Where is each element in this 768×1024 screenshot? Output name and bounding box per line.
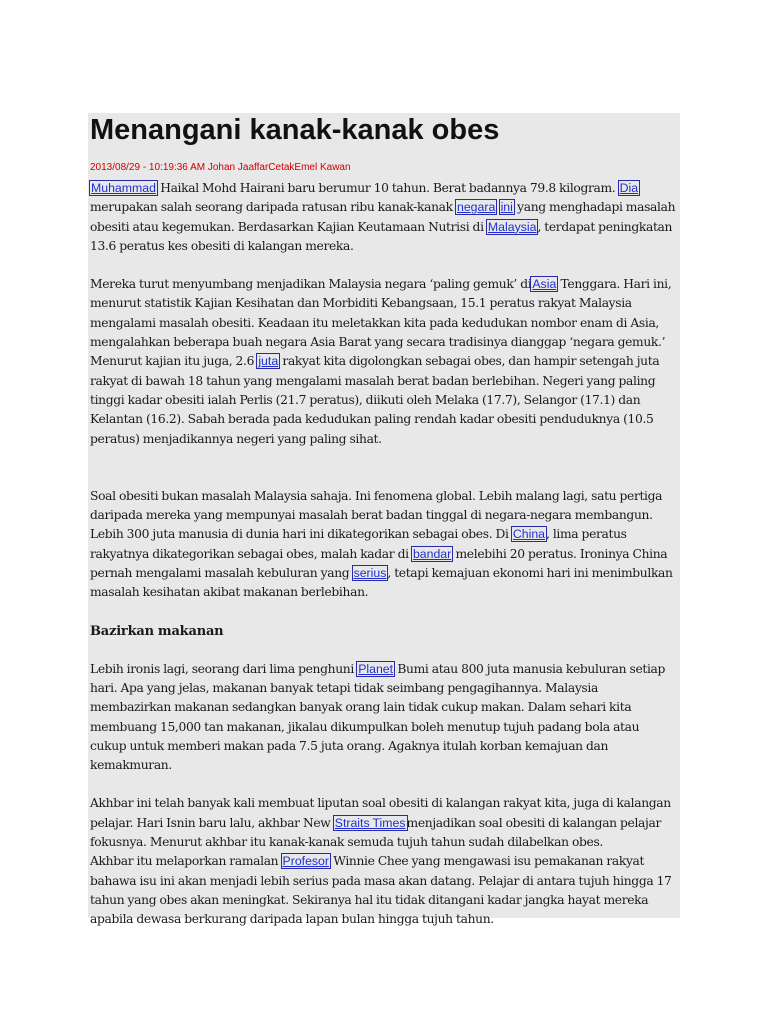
paragraph-2: [90, 275, 676, 449]
keyword-link-muhammad[interactable]: Muhammad: [91, 181, 156, 195]
keyword-link-china[interactable]: China: [512, 527, 546, 542]
keyword-link-juta[interactable]: juta: [258, 354, 279, 369]
keyword-link-serius[interactable]: serius: [353, 566, 387, 581]
article-meta[interactable]: 2013/08/29 - 10:19:36 AM Johan JaaffarCetakEmel Kawan: [90, 162, 351, 173]
paragraph-text: , tetapi kemajuan ekonomi hari ini menimbulkan masalah kesihatan akibat makanan berlebihan.: [90, 566, 673, 600]
paragraph-text: , terdapat peningkatan 13.6 peratus kes obesiti di kalangan mereka.: [90, 219, 673, 253]
paragraph-text: Haikal Mohd Hairani baru berumur 10 tahun. Berat badannya 79.8 kilogram.: [156, 181, 619, 195]
keyword-link-planet[interactable]: Planet: [358, 661, 394, 676]
paragraph-text: melebihi 20 peratus. Ironinya China pernah mengalami masalah kebuluran yang: [90, 546, 668, 581]
paragraph-text: menjadikan soal obesiti di kalangan pelajar fokusnya. Menurut akhbar itu kanak-kanak semuda tujuh tahun sudah dilabelkan obes.: [90, 815, 661, 850]
paragraph-text: , lima peratus rakyatnya dikategorikan sebagai obes, malah kadar di: [90, 527, 627, 561]
paragraph-text: yang menghadapi masalah obesiti atau kegemukan. Berdasarkan Kajian Keutamaan Nutrisi di: [90, 200, 676, 234]
paragraph-text: Lebih ironis lagi, seorang dari lima penghuni: [90, 661, 358, 676]
paragraph-3: [90, 487, 676, 603]
article-panel: [88, 113, 680, 927]
article-body: [90, 179, 676, 949]
keyword-link-dia[interactable]: Dia: [619, 181, 639, 195]
paragraph-text: rakyat kita digolongkan sebagai obes, dan hampir setengah juta rakyat di bawah 18 tahun yang mengalami masalah berat badan berlebihan. Negeri yang paling tinggi kadar obesiti ialah Perlis (21.7 peratus), diikuti oleh Melaka (17.7), Selangor (17.1) dan Kelantan (16.2). Sabah berada pada kedudukan paling rendah kadar obesiti penduduknya (10.5 peratus) menjadikannya negeri yang paling sihat.: [90, 354, 660, 446]
paragraph-text: Soal obesiti bukan masalah Malaysia sahaja. Ini fenomena global. Lebih malang lagi, satu pertiga daripada mereka yang mempunyai masalah berat badan tinggal di negara-negara membangun. Lebih 300 juta manusia di dunia hari ini dikategorikan sebagai obes. Di: [90, 488, 663, 542]
keyword-link-ini[interactable]: ini: [500, 200, 513, 215]
keyword-link-straits-times[interactable]: Straits Times: [334, 815, 406, 830]
paragraph-text: Akhbar itu melaporkan ramalan: [90, 854, 282, 869]
paragraph-5: [90, 794, 676, 852]
keyword-link-asia[interactable]: Asia: [532, 277, 557, 292]
section-heading: Bazirkan makanan: [90, 623, 224, 639]
paragraph-4: [90, 660, 676, 776]
paragraph-1: [90, 179, 676, 256]
article-title: Menangani kanak-kanak obes: [90, 114, 500, 146]
keyword-link-profesor[interactable]: Profesor: [282, 854, 329, 869]
keyword-link-negara[interactable]: negara: [457, 200, 496, 215]
keyword-link-malaysia[interactable]: Malaysia: [487, 219, 537, 234]
paragraph-text: merupakan salah seorang daripada ratusan ribu kanak-kanak: [90, 200, 456, 215]
keyword-link-bandar[interactable]: bandar: [412, 546, 452, 561]
paragraph-text: Winnie Chee yang mengawasi isu pemakanan rakyat bahawa isu ini akan menjadi lebih serius pada masa akan datang. Pelajar di antara tujuh hingga 17 tahun yang obes akan meningkat. Sekiranya hal itu tidak ditangani kadar jangka hayat mereka apabila dewasa berkurang daripada lapan bulan hingga tujuh tahun.: [90, 854, 672, 927]
paragraph-text: Tenggara. Hari ini, menurut statistik Kajian Kesihatan dan Morbiditi Kebangsaan, 15.1 peratus rakyat Malaysia mengalami masalah obesiti. Keadaan itu meletakkan kita pada kedudukan nombor enam di Asia, mengalahkan beberapa buah negara Asia Barat yang secara tradisinya dianggap ‘negara gemuk.’ Menurut kajian itu juga, 2.6: [90, 277, 672, 369]
paragraph-6: [90, 852, 676, 929]
paragraph-text: Akhbar ini telah banyak kali membuat liputan soal obesiti di kalangan rakyat kita, juga di kalangan pelajar. Hari Isnin baru lalu, akhbar New: [90, 796, 671, 830]
paragraph-text: Bumi atau 800 juta manusia kebuluran setiap hari. Apa yang jelas, makanan banyak tetapi tidak seimbang pengagihannya. Malaysia membazirkan makanan sedangkan banyak orang lain tidak cukup makan. Dalam sehari kita membuang 15,000 tan makanan, jikalau dikumpulkan boleh menutup tujuh padang bola atau cukup untuk memberi makan pada 7.5 juta orang. Agaknya itulah korban kemajuan dan kemakmuran.: [90, 661, 666, 773]
paragraph-text: Mereka turut menyumbang menjadikan Malaysia negara ‘paling gemuk’ di: [90, 277, 532, 292]
